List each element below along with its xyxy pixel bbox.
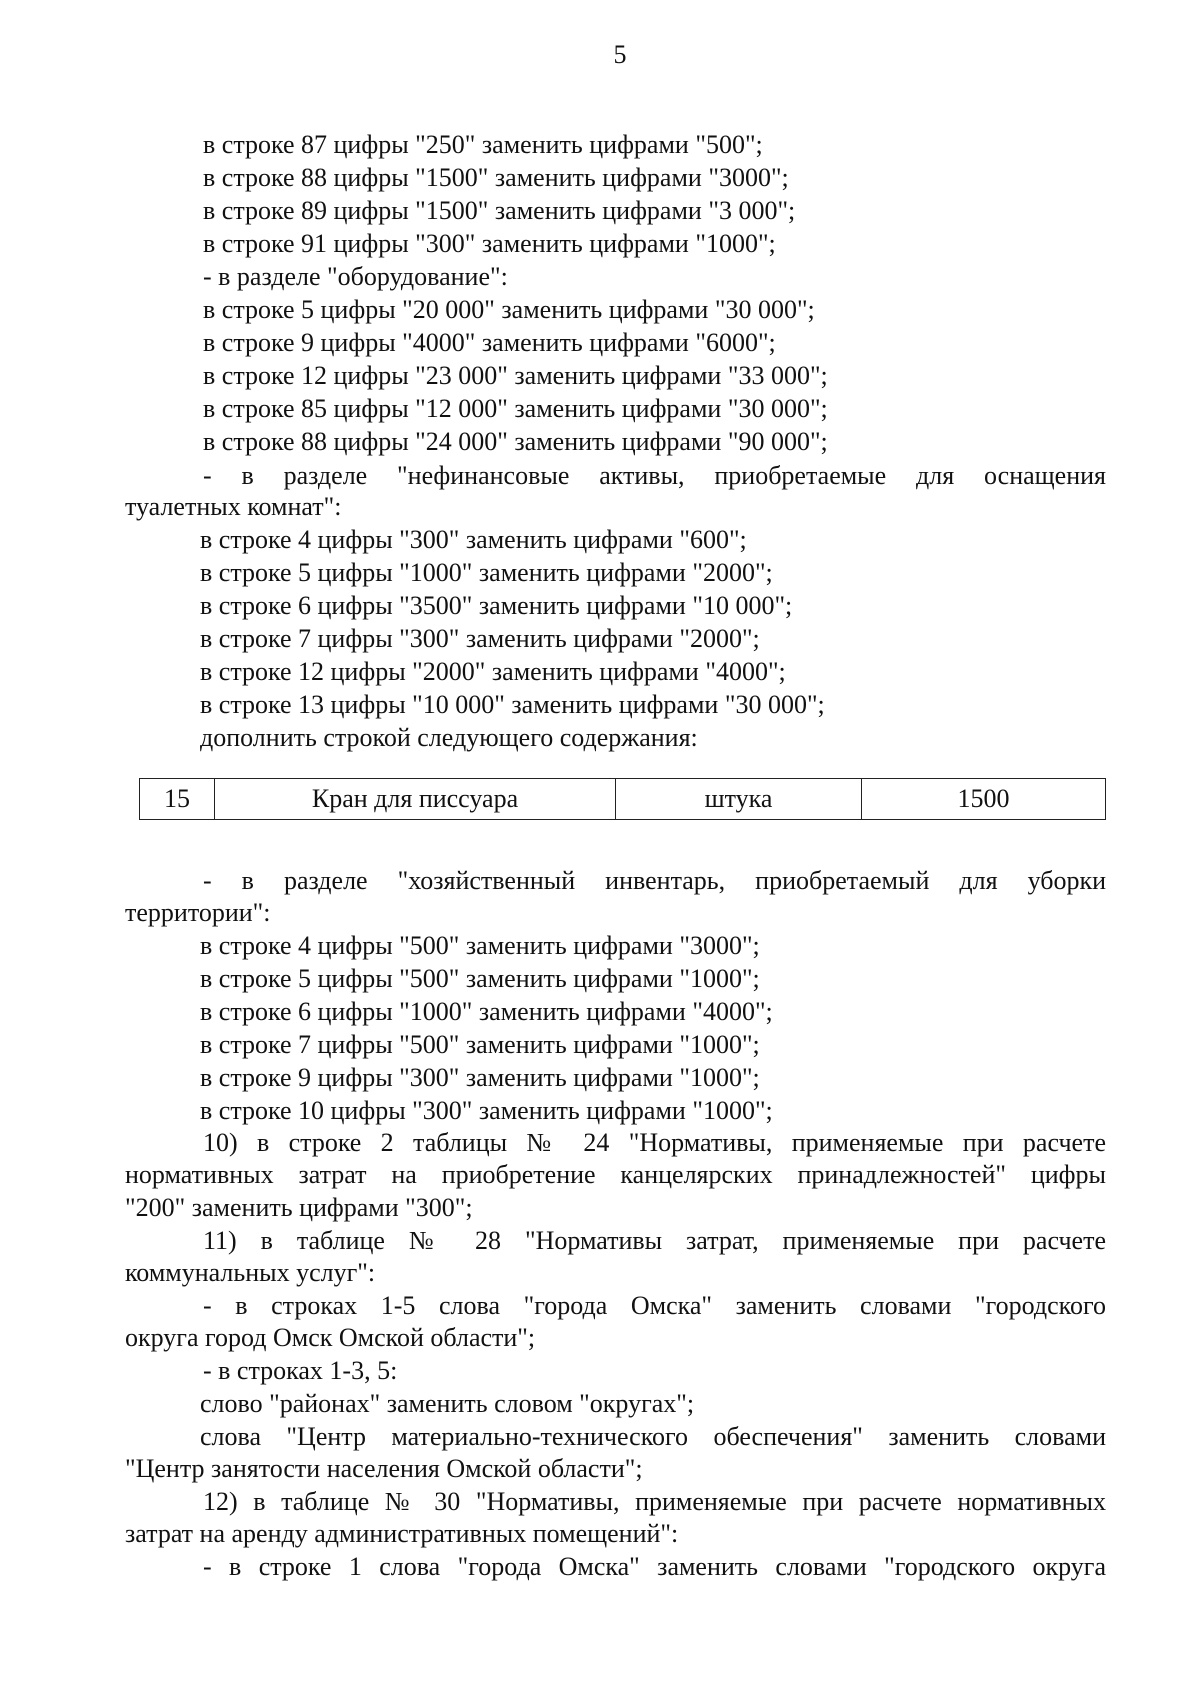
text-line: в строке 88 цифры "24 000" заменить цифрами "90 000"; [203, 427, 828, 456]
paragraph-line: - в строке 1 слова "города Омска" заменить словами "городского округа [203, 1552, 1106, 1581]
text-line: в строке 87 цифры "250" заменить цифрами "500"; [203, 130, 763, 159]
text-line: - в разделе "оборудование": [203, 262, 508, 291]
text-line: в строке 5 цифры "20 000" заменить цифрами "30 000"; [203, 295, 815, 324]
item-name-cell: Кран для писсуара [215, 779, 616, 820]
text-line: в строке 13 цифры "10 000" заменить цифрами "30 000"; [200, 690, 825, 719]
paragraph-line: слово "районах" заменить словом "округах"; [200, 1389, 695, 1418]
paragraph-line: 10) в строке 2 таблицы № 24 "Нормативы, применяемые при расчете [203, 1128, 1106, 1157]
inserted-row-table [139, 778, 1106, 820]
text-line: в строке 85 цифры "12 000" заменить цифрами "30 000"; [203, 394, 828, 423]
paragraph-line: 11) в таблице № 28 "Нормативы затрат, применяемые при расчете [203, 1226, 1106, 1255]
text-line: в строке 5 цифры "500" заменить цифрами "1000"; [200, 964, 760, 993]
text-line: в строке 88 цифры "1500" заменить цифрами "3000"; [203, 163, 789, 192]
text-line: в строке 7 цифры "300" заменить цифрами "2000"; [200, 624, 760, 653]
paragraph-line: округа город Омск Омской области"; [125, 1323, 536, 1352]
text-line: в строке 6 цифры "1000" заменить цифрами "4000"; [200, 997, 773, 1026]
paragraph-line: - в строках 1-3, 5: [203, 1356, 398, 1385]
text-line: в строке 91 цифры "300" заменить цифрами "1000"; [203, 229, 776, 258]
section-heading-line: - в разделе "нефинансовые активы, приобретаемые для оснащения [203, 461, 1106, 490]
text-line: в строке 4 цифры "300" заменить цифрами "600"; [200, 525, 747, 554]
paragraph-line: нормативных затрат на приобретение канцелярских принадлежностей" цифры [125, 1160, 1106, 1189]
paragraph-line: затрат на аренду административных помещений": [125, 1519, 679, 1548]
unit-cell: штука [616, 779, 862, 820]
text-line: в строке 10 цифры "300" заменить цифрами "1000"; [200, 1096, 773, 1125]
text-line: в строке 7 цифры "500" заменить цифрами "1000"; [200, 1030, 760, 1059]
value-cell: 1500 [862, 779, 1106, 820]
section-heading-line: - в разделе "хозяйственный инвентарь, приобретаемый для уборки [203, 866, 1106, 895]
text-line: в строке 4 цифры "500" заменить цифрами "3000"; [200, 931, 760, 960]
text-line: в строке 89 цифры "1500" заменить цифрами "3 000"; [203, 196, 796, 225]
paragraph-line: "200" заменить цифрами "300"; [125, 1193, 473, 1222]
paragraph-line: - в строках 1-5 слова "города Омска" заменить словами "городского [203, 1291, 1106, 1320]
text-line: в строке 12 цифры "23 000" заменить цифрами "33 000"; [203, 361, 828, 390]
section-heading-line: туалетных комнат": [125, 492, 342, 521]
text-line: в строке 6 цифры "3500" заменить цифрами "10 000"; [200, 591, 793, 620]
paragraph-line: 12) в таблице № 30 "Нормативы, применяемые при расчете нормативных [203, 1487, 1106, 1516]
text-line: дополнить строкой следующего содержания: [200, 723, 698, 752]
section-heading-line: территории": [125, 898, 271, 927]
paragraph-line: коммунальных услуг": [125, 1258, 376, 1287]
page-number: 5 [613, 40, 627, 69]
text-line: в строке 5 цифры "1000" заменить цифрами "2000"; [200, 558, 773, 587]
text-line: в строке 12 цифры "2000" заменить цифрами "4000"; [200, 657, 786, 686]
text-line: в строке 9 цифры "300" заменить цифрами "1000"; [200, 1063, 760, 1092]
paragraph-line: слова "Центр материально-технического обеспечения" заменить словами [200, 1422, 1106, 1451]
table-row [140, 779, 1106, 820]
paragraph-line: "Центр занятости населения Омской области"; [125, 1454, 643, 1483]
text-line: в строке 9 цифры "4000" заменить цифрами "6000"; [203, 328, 776, 357]
row-number-cell: 15 [140, 779, 215, 820]
